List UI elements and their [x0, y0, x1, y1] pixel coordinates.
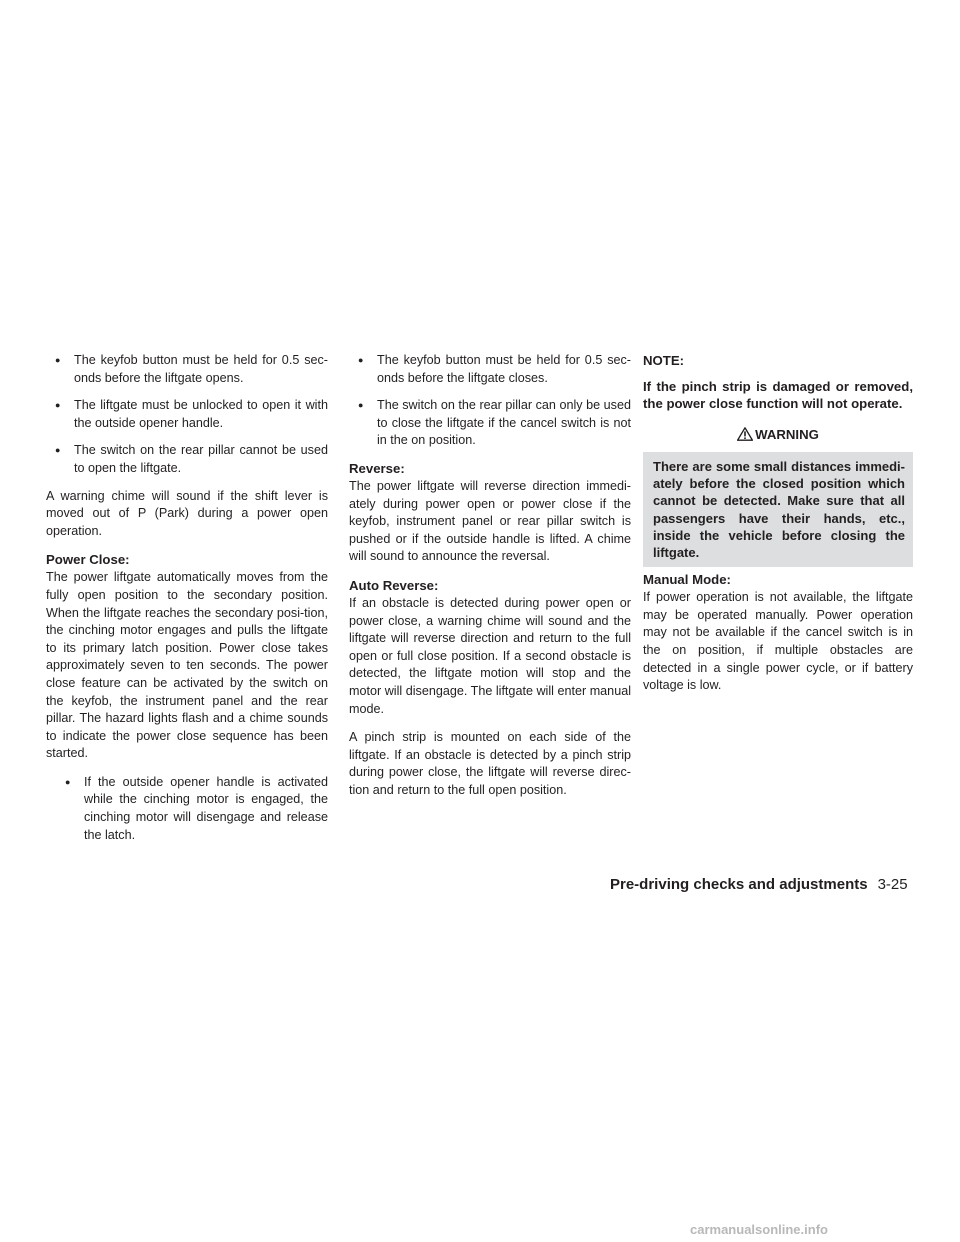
bullet-rear-pillar-switch: ● The switch on the rear pillar cannot be used to open the liftgate.: [46, 442, 328, 477]
footer-section-title: Pre-driving checks and adjustments: [610, 876, 868, 893]
bullet-keyfob-open: ● The keyfob button must be held for 0.5 sec-onds before the liftgate opens.: [46, 352, 328, 387]
heading-auto-reverse: Auto Reverse:: [349, 577, 439, 593]
paragraph-manual-mode: If power operation is not available, the liftgate may be operated manually. Power operation may not be available if the cancel switch is in the on position, if multiple obstacles are detected in a single power cycle, or if battery voltage is low.: [643, 590, 913, 693]
heading-reverse: Reverse:: [349, 460, 405, 476]
bullet-unlock-liftgate: ● The liftgate must be unlocked to open it with the outside opener handle.: [46, 397, 328, 432]
column-3: [643, 352, 913, 706]
warning-title-text: WARNING: [755, 427, 819, 443]
note-heading: NOTE:: [643, 353, 685, 368]
column-1: [46, 352, 328, 854]
footer-page-number: 3-25: [877, 876, 908, 893]
warning-triangle-icon: [737, 427, 753, 441]
paragraph-pinch-strip: A pinch strip is mounted on each side of the liftgate. If an obstacle is detected by a pinch strip during power close, the liftgate will reverse direc-tion and return to the full open position.: [349, 730, 631, 797]
bullet-rear-pillar-close: ● The switch on the rear pillar can only be used to close the liftgate if the cancel switch is not in the on position.: [349, 397, 631, 450]
warning-box: There are some small distances immedi-ately before the closed position which cannot be detected. Make sure that all passengers have their hands, etc., inside the vehicle before closing the liftgate.: [643, 452, 913, 567]
column-2: [349, 352, 631, 810]
warning-title: [643, 426, 913, 444]
note-text: If the pinch strip is damaged or removed, the power close function will not operate.: [643, 378, 913, 411]
page-footer: [610, 876, 908, 893]
paragraph-warning-chime: A warning chime will sound if the shift lever is moved out of P (Park) during a power open operation.: [46, 488, 328, 538]
paragraph-reverse: The power liftgate will reverse direction immedi-ately during power open or power close if the keyfob, instrument panel or rear pillar switch is pushed or if the outside handle is lifted. A chime will sound to announce the reversal.: [349, 478, 631, 564]
paragraph-auto-reverse: If an obstacle is detected during power open or power close, a warning chime will sound and the liftgate will reverse direction and return to the full open or full close position. If a second obstacle is detected, the liftgate motion will stop and the motor will disengage. The liftgate will enter manual mode.: [349, 595, 631, 716]
bullet-keyfob-close: ● The keyfob button must be held for 0.5 sec-onds before the liftgate closes.: [349, 352, 631, 387]
bullet-outside-opener: ● If the outside opener handle is activated while the cinching motor is engaged, the cinching motor will disengage and release the latch.: [46, 774, 328, 844]
heading-power-close: Power Close:: [46, 552, 130, 568]
watermark: carmanualsonline.info: [690, 1222, 828, 1237]
paragraph-power-close: The power liftgate automatically moves from the fully open position to the secondary position. When the liftgate reaches the secondary posi-tion, the cinching motor engages and pulls the liftgate to its primary latch position. Power close takes approximately seven to ten seconds. The power close feature can be activated by the switch on the keyfob, the instrument panel and the rear pillar. The hazard lights flash and a chime sounds to indicate the power close sequence has been started.: [46, 570, 328, 761]
heading-manual-mode: Manual Mode:: [643, 572, 731, 588]
